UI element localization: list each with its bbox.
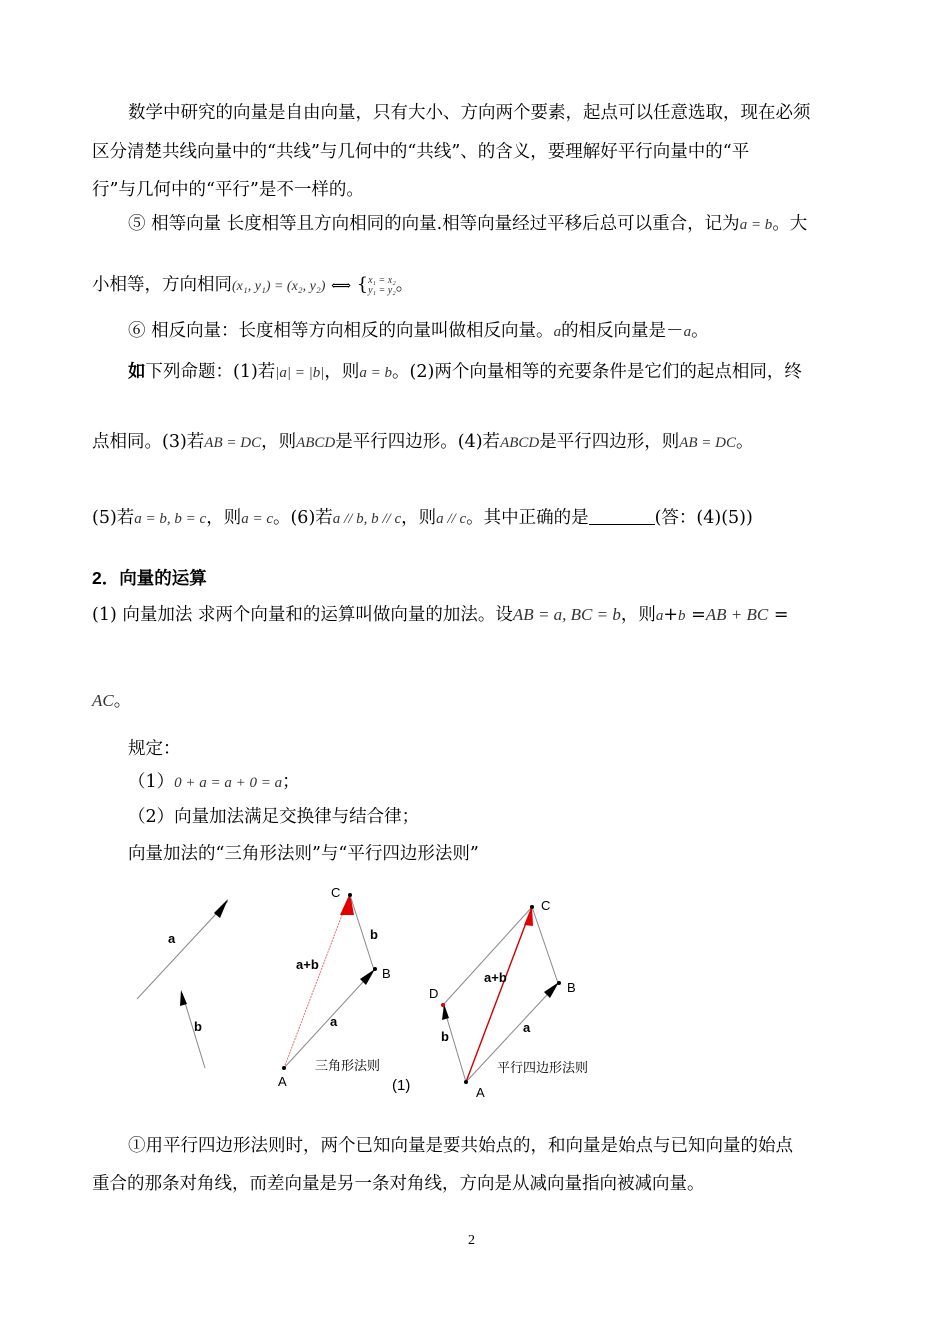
tri-point-c: [348, 893, 352, 897]
opposite-vector-a: a: [553, 324, 562, 340]
example-text-4: 点相同。(3)若: [92, 432, 205, 452]
par-label-b: B: [567, 980, 576, 995]
tri-label-a: A: [278, 1074, 287, 1089]
opposite-vector-end: 。: [691, 321, 709, 341]
addition-plus: +: [663, 605, 679, 625]
example-text-13: 。其中正确的是: [466, 508, 589, 528]
tri-point-b: [373, 967, 377, 971]
addition-eq-2: =: [773, 605, 789, 625]
par-label-vec-b: b: [441, 1029, 449, 1044]
equal-vector-end: 。: [395, 275, 414, 295]
addition-math-b: b: [678, 608, 686, 624]
rule-1-end: ；: [282, 772, 300, 792]
tri-vector-a: [284, 970, 374, 1068]
free-vector-a: [137, 901, 228, 999]
equal-vector-text: ⑤ 相等向量 长度相等且方向相同的向量.相等向量经过平移后总可以重合，记为: [128, 214, 740, 234]
example-text-12: ，则: [401, 508, 437, 528]
example-math-abcd-2: ABCD: [500, 435, 540, 451]
addition-math-def: AB = a, BC = b: [512, 605, 621, 624]
example-text-3: 。(2)两个向量相等的充要条件是它们的起点相同，终: [392, 362, 802, 382]
example-math-eq: a = b: [359, 365, 393, 381]
free-vector-b-label: b: [194, 1019, 202, 1034]
rule-1-formula: 0 + a = a + 0 = a: [174, 775, 283, 791]
free-vector-a-label: a: [168, 931, 176, 946]
example-text-6: 是平行四边形。(4)若: [335, 432, 501, 452]
section-title: 2．向量的运算: [92, 568, 207, 588]
par-diagonal-arrowhead: [524, 906, 533, 926]
equivalence-arrow: ⟺: [331, 278, 352, 294]
system-eq-2: y₁ = y₂: [368, 284, 396, 296]
par-point-b: [557, 981, 561, 985]
note-line-1: ①用平行四边形法则时，两个已知向量是要共始点的，和向量是始点与已知向量的始点: [128, 1136, 793, 1156]
example-math-5b: a = c: [241, 511, 273, 527]
example-text-10: ，则: [206, 508, 242, 528]
example-math-abcd: ABCD: [296, 435, 336, 451]
opposite-vector-text-2: 的相反向量是－: [561, 321, 684, 341]
addition-end: 。: [113, 691, 132, 711]
figure-number: (1): [392, 1077, 411, 1094]
example-marker: 如: [128, 362, 146, 382]
tri-label-vec-b: b: [370, 927, 378, 942]
rule-2: （2）向量加法满足交换律与结合律；: [128, 807, 420, 827]
example-text-11: 。(6)若: [272, 508, 333, 528]
par-diagonal-sum: [466, 907, 532, 1082]
example-math-6b: a // c: [436, 511, 467, 527]
system-eq-1: x₁ = x₂: [368, 274, 396, 286]
intro-line-2: 区分清楚共线向量中的“共线”与几何中的“共线”、的含义，要理解好平行向量中的“平: [92, 142, 750, 162]
addition-math-a: a: [655, 608, 664, 624]
tri-caption: 三角形法则: [315, 1058, 381, 1073]
example-math-5: a = b, b = c: [134, 511, 207, 527]
addition-text-1: (1) 向量加法 求两个向量和的运算叫做向量的加法。设: [92, 605, 513, 625]
opposite-vector-neg-a: a: [683, 324, 692, 340]
par-label-vec-a: a: [523, 1020, 531, 1035]
intro-line-3: 行”与几何中的“平行”是不一样的。: [92, 180, 364, 200]
addition-text-2: ，则: [620, 605, 656, 625]
rules-title: 规定：: [128, 739, 181, 759]
par-caption: 平行四边形法则: [497, 1060, 589, 1075]
equal-vector-formula: a = b: [739, 217, 773, 233]
example-math-abs: |a| = |b|: [275, 365, 325, 381]
equal-vector-condition: 小相等，方向相同: [92, 275, 232, 295]
free-vector-b-arrowhead: [180, 990, 187, 1006]
par-point-d: [441, 1003, 445, 1007]
example-math-ab-dc-2: AB = DC: [679, 435, 737, 451]
rule-1-label: （1）: [128, 772, 175, 792]
par-label-sum: a+b: [484, 970, 507, 985]
tri-sum-arrowhead: [340, 893, 354, 915]
tri-sum-vector: [284, 894, 350, 1068]
free-vector-a-arrowhead: [214, 899, 228, 918]
par-point-c: [530, 905, 534, 909]
rule-3: 向量加法的“三角形法则”与“平行四边形法则”: [128, 844, 479, 864]
tri-label-sum: a+b: [296, 957, 319, 972]
tri-label-b: B: [382, 966, 391, 981]
example-text-8: 。: [736, 432, 754, 452]
example-text-5: ，则: [261, 432, 297, 452]
par-label-c: C: [541, 898, 551, 913]
system-brace: {: [356, 274, 369, 295]
example-text-9: (5)若: [92, 508, 135, 528]
example-text-2: ，则: [324, 362, 360, 382]
tri-label-vec-a: a: [330, 1014, 338, 1029]
page-number: 2: [468, 1233, 475, 1248]
example-answer: (答：(4)(5)): [654, 508, 753, 528]
tri-label-c: C: [331, 885, 341, 900]
example-math-6: a // b, b // c: [332, 511, 402, 527]
addition-math-ac: AC: [92, 691, 114, 710]
par-side-bc: [532, 907, 558, 983]
par-point-a: [464, 1080, 468, 1084]
par-label-a: A: [476, 1085, 485, 1100]
addition-eq: =: [691, 605, 706, 625]
opposite-vector-text: ⑥ 相反向量：长度相等方向相反的向量叫做相反向量。: [128, 321, 554, 341]
example-text-7: 是平行四边形，则: [539, 432, 680, 452]
tri-point-a: [282, 1066, 286, 1070]
example-math-ab-dc: AB = DC: [204, 435, 262, 451]
intro-line-1: 数学中研究的向量是自由向量，只有大小、方向两个要素，起点可以任意选取，现在必须: [128, 103, 811, 123]
example-text-1: 下列命题：(1)若: [145, 362, 276, 382]
addition-math-sum: AB + BC: [705, 605, 769, 624]
note-line-2: 重合的那条对角线，而差向量是另一条对角线，方向是从减向量指向被减向量。: [92, 1174, 705, 1194]
coordinate-equality: (x₁, y₁) = (x₂, y₂): [232, 279, 326, 294]
par-label-d: D: [429, 986, 439, 1001]
equal-vector-tail: 。大: [772, 214, 808, 234]
par-side-dc: [443, 907, 532, 1005]
